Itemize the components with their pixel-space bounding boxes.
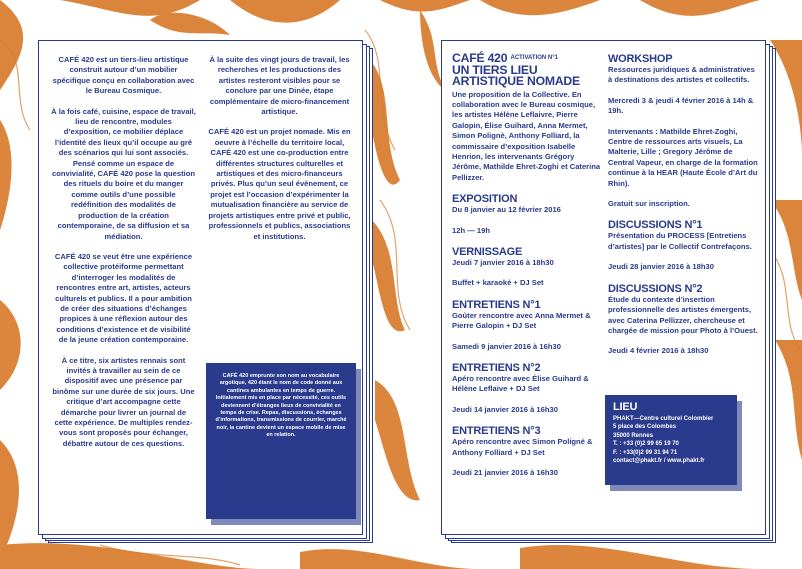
paragraph: À ce titre, six artistes rennais sont invités à travailler au sein de ce dispositif avec une présence par binôme sur une durée de six jours. Une critique d’art accompagne cette démarche pour livrer un journal de cette expérience. De multiples rendez-vous sont proposés pour échanger, débattre autour de ces questions. <box>52 355 195 448</box>
venue-heading: LIEU <box>613 401 638 413</box>
venue-box <box>605 395 737 485</box>
event-line: Gratuit sur inscription. <box>608 199 690 209</box>
event-line: Jeudi 7 janvier 2016 à 18h30 <box>452 257 554 267</box>
paragraph: CAFÉ 420 se veut être une expérience collective protéiforme permettant d’interroger les modalités de rencontres entre art, artistes, acteurs culturels et publics. Il a pour ambition de créer des situations d’échanges propices à une réflexion autour des conditions d’existence et de visibilité de la jeune création contemporaine. <box>54 251 193 345</box>
event-heading: ENTRETIENS N°2 <box>452 362 541 374</box>
event-heading: EXPOSITION <box>452 193 518 206</box>
event-line: Jeudi 14 janvier 2016 à 16h30 <box>452 404 558 414</box>
event-line: Ressources juridiques & administratives à destinations des artistes et collectifs. <box>608 65 755 85</box>
event-heading: DISCUSSIONS N°1 <box>608 219 703 232</box>
event-heading: WORKSHOP <box>608 53 673 65</box>
venue-contact[interactable]: contact@phakt.fr / www.phakt.fr <box>613 458 705 465</box>
left-panel <box>38 40 363 535</box>
event-vernissage <box>452 246 602 289</box>
right-column-1 <box>452 53 602 488</box>
event-heading: ENTRETIENS N°3 <box>452 425 541 438</box>
venue-line: 5 place des Colombes <box>613 424 677 431</box>
title-line-3: ARTISTIQUE NOMADE <box>452 74 580 88</box>
venue-line: F. : +33(0)2 99 31 94 71 <box>613 449 678 456</box>
event-line: Goûter rencontre avec Anna Mermet & Pierre Galopin + DJ Set <box>452 310 591 331</box>
event-entretiens-2 <box>452 362 602 415</box>
title-superscript: ACTIVATION N°1 <box>510 55 558 61</box>
event-line: Étude du contexte d’insertion professionnelle des artistes émergents, avec Caterina Pellizzer, chercheuse et chargée de mission pour Photo à l’Ouest. <box>608 294 758 335</box>
paragraph: À la fois café, cuisine, espace de travail, lieu de rencontre, modules d’exposition, ce mobilier déplace l’identité des lieux qu’il occupe au gré des scénarios qui lui sont associés. Pensé comme un espace de convivialité, CAFÉ 420 pose la question des rituels du boire et du manger comme outils d’une possible redéfinition des modalités de production de la création contemporaine, de sa diffusion et sa médiation. <box>51 106 196 241</box>
event-discussions-1 <box>608 219 758 272</box>
title-line-2: UN TIERS LIEU <box>452 62 538 77</box>
event-line: 12h — 19h <box>452 225 490 235</box>
paragraph: À la suite des vingt jours de travail, les recherches et les productions des artistes resteront visibles pour se conclure par une Dinée, étape complémentaire de micro-financement artistique. <box>209 55 350 117</box>
event-heading: VERNISSAGE <box>452 245 523 258</box>
event-discussions-2 <box>608 283 758 357</box>
event-line: Présentation du PROCESS [Entretiens d’artistes] par le Collectif Contrefaçons. <box>608 231 752 251</box>
right-column-2 <box>608 53 758 367</box>
venue-line: PHAKT—Centre culturel Colombier <box>613 416 714 422</box>
name-origin-note: CAFÉ 420 emprunte son nom au vocabulaire argotique, 420 étant le nom de code donné aux cantines ambulantes en temps de guerre. Initialement mis en place par nécessité, ces outils deviennent d’étranges lieux de convivialité en temps de crise. Repas, discussions, échanges d’informations, transmissions de courrier, marché noir, la cantine devient un espace mobile de mise en relation. <box>206 363 356 519</box>
title-line-1: CAFÉ 420 <box>452 51 508 65</box>
event-line: Jeudi 4 février 2016 à 18h30 <box>608 346 709 356</box>
left-column-1 <box>51 55 196 459</box>
event-line: Samedi 9 janvier 2016 à 16h30 <box>452 341 561 351</box>
venue-line: T. : +33 (0)2 99 65 19 70 <box>613 441 679 448</box>
event-line: Jeudi 28 janvier 2016 à 18h30 <box>608 262 714 272</box>
left-column-2 <box>206 55 353 252</box>
event-line: Mercredi 3 & jeudi 4 février 2016 à 14h & 19h. <box>608 95 754 116</box>
right-panel <box>441 40 766 535</box>
event-line: Apéro rencontre avec Élise Guihard & Hélène Leflaive + DJ Set <box>452 374 589 394</box>
event-entretiens-3 <box>452 425 602 478</box>
event-line: Intervenants : Mathilde Ehret-Zoghi, Centre de ressources arts visuels, La Malterie, Lille ; Gregory Jérôme de Central Vapeur, en charge de la formation continue à la HEAR (Haute École d’Art du Rhin). <box>608 126 758 188</box>
event-line: Jeudi 21 janvier 2016 à 16h30 <box>452 468 558 478</box>
event-heading: DISCUSSIONS N°2 <box>608 282 703 295</box>
event-line: Apéro rencontre avec Simon Polignè & Anthony Folliard + DJ Set <box>452 437 593 457</box>
venue-line: 35000 Rennes <box>613 432 654 439</box>
intro-text: Une proposition de la Collective. En collaboration avec le Bureau cosmique, les artistes Hélène Leflaivre, Pierre Galopin, Élise Guihard, Anna Mermet, Simon Polignè, Anthony Folliard, la commissaire d’exposition Isabelle Henrion, les intervenants Grégory Jérôme, Mathilde Ehret-Zoghi et Caterina Pellizzer. <box>452 89 601 182</box>
event-entretiens-1 <box>452 299 602 352</box>
paragraph: CAFÉ 420 est un projet nomade. Mis en oeuvre à l’échelle du territoire local, CAFÉ 420 est une co-production entre différentes structures culturelles et artistiques et des micro-financeurs privés. Plus qu’un seul évènement, ce projet est l’occasion d’expérimenter la mutualisation financière au service de projets artistiques entre privé et public, professionnels et publics, associations et institutions. <box>208 127 351 241</box>
event-exposition <box>452 193 602 236</box>
paragraph: CAFÉ 420 est un tiers-lieu artistique construit autour d’un mobilier spécifique conçu en collaboration avec le Bureau Cosmique. <box>52 55 195 96</box>
event-line: Buffet + karaoké + DJ Set <box>452 278 544 288</box>
event-workshop <box>608 53 758 209</box>
event-line: Du 8 janvier au 12 février 2016 <box>452 205 561 215</box>
event-heading: ENTRETIENS N°1 <box>452 298 541 311</box>
